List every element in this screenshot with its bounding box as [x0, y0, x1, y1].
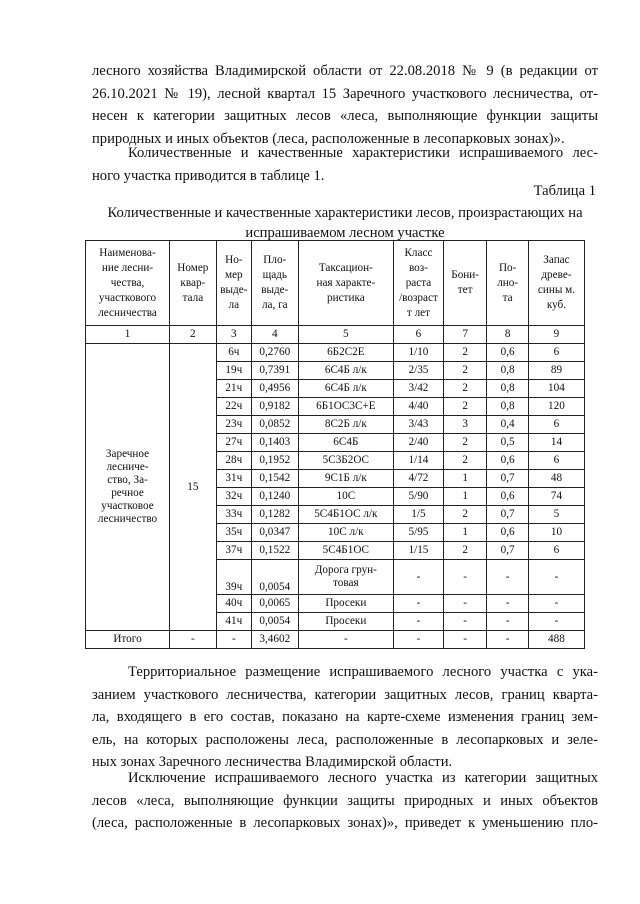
age-class-cell: 2/35	[394, 362, 444, 380]
bonitet-cell: 2	[443, 398, 487, 416]
taxation-cell: 5С3Б2ОС	[298, 452, 393, 470]
area-cell: 0,1403	[251, 434, 298, 452]
taxation-cell: Просеки	[298, 595, 393, 613]
area-cell: 0,0065	[251, 595, 298, 613]
text-line: Исключение испрашиваемого лесного участка из категории защитных	[128, 770, 598, 786]
header-taxation: Таксацион- ная характе- ристика	[298, 241, 393, 326]
taxation-cell: 6Б2С2Е	[298, 344, 393, 362]
header-age-class: Класс воз- раста /возраст т лет	[394, 241, 444, 326]
bonitet-cell: 2	[443, 362, 487, 380]
table-row	[86, 344, 585, 362]
age-class-cell: 1/5	[394, 506, 444, 524]
taxation-cell: 6Б1ОС3С+Е	[298, 398, 393, 416]
density-cell: -	[487, 631, 528, 649]
header-forestry: Наименова- ние лесни- чества, участкового лесничества	[86, 241, 170, 326]
caption-line: Количественные и качественные характеристики лесов, произрастающих на	[107, 205, 583, 221]
stock-cell: -	[528, 560, 584, 595]
stock-cell: 6	[528, 452, 584, 470]
area-cell: 0,0852	[251, 416, 298, 434]
header-area: Пло- щадь выде- ла, га	[251, 241, 298, 326]
table-caption	[80, 203, 610, 243]
area-cell: 0,1522	[251, 542, 298, 560]
text-line: ель, на которых расположены леса, расположенные в лесопарковых и зеле-	[92, 731, 598, 748]
table-reference-paragraph	[92, 142, 598, 187]
density-cell: 0,7	[487, 506, 528, 524]
density-cell: 0,7	[487, 470, 528, 488]
vydel-cell: -	[216, 631, 251, 649]
density-cell: 0,5	[487, 434, 528, 452]
header-row	[86, 241, 585, 326]
header-quarter: Номер квар- тала	[170, 241, 217, 326]
intro-paragraph	[92, 60, 598, 150]
text-line: 26.10.2021 № 19), лесной квартал 15 Заречного участкового лесничества, от-	[92, 85, 598, 102]
density-cell: 0,6	[487, 488, 528, 506]
age-class-cell: 1/15	[394, 542, 444, 560]
stock-cell: 48	[528, 470, 584, 488]
age-class-cell: -	[394, 560, 444, 595]
vydel-cell: 32ч	[216, 488, 251, 506]
column-number: 5	[298, 326, 393, 344]
area-cell: 0,4956	[251, 380, 298, 398]
vydel-cell: 33ч	[216, 506, 251, 524]
area-cell: 0,1282	[251, 506, 298, 524]
area-cell: 0,1952	[251, 452, 298, 470]
text-line: Количественные и качественные характеристики испрашиваемого лес-	[128, 145, 598, 161]
vydel-cell: 21ч	[216, 380, 251, 398]
area-cell: 0,0054	[251, 613, 298, 631]
total-area-cell: 3,4602	[251, 631, 298, 649]
area-cell: 0,0347	[251, 524, 298, 542]
area-cell: 0,7391	[251, 362, 298, 380]
density-cell: -	[487, 595, 528, 613]
column-number: 6	[394, 326, 444, 344]
column-number: 7	[443, 326, 487, 344]
density-cell: -	[487, 613, 528, 631]
bonitet-cell: 3	[443, 416, 487, 434]
placement-paragraph	[92, 661, 598, 774]
area-cell: 0,0054	[251, 560, 298, 595]
text-line: ного участка приводится в таблице 1.	[92, 167, 325, 184]
stock-cell: 6	[528, 416, 584, 434]
vydel-cell: 27ч	[216, 434, 251, 452]
stock-cell: 6	[528, 542, 584, 560]
density-cell: 0,8	[487, 398, 528, 416]
bonitet-cell: 2	[443, 542, 487, 560]
density-cell: 0,8	[487, 380, 528, 398]
header-density: По- лно- та	[487, 241, 528, 326]
density-cell: 0,8	[487, 362, 528, 380]
age-class-cell: 2/40	[394, 434, 444, 452]
taxation-cell: 6С4Б л/к	[298, 362, 393, 380]
bonitet-cell: -	[443, 595, 487, 613]
text-line: занием участкового лесничества, категории защитных лесов, границ кварта-	[92, 686, 598, 703]
forestry-name-cell: Заречное лесниче- ство, За- речное участковое лесничество	[86, 344, 170, 631]
stock-cell: -	[528, 613, 584, 631]
age-class-cell: 1/10	[394, 344, 444, 362]
column-number-row	[86, 326, 585, 344]
stock-cell: 6	[528, 344, 584, 362]
text-line: ных зонах Заречного лесничества Владимирской области.	[92, 754, 453, 770]
age-class-cell: 4/40	[394, 398, 444, 416]
taxation-cell: 5С4Б1ОС л/к	[298, 506, 393, 524]
column-number: 8	[487, 326, 528, 344]
bonitet-cell: -	[443, 560, 487, 595]
column-number: 4	[251, 326, 298, 344]
age-class-cell: 5/90	[394, 488, 444, 506]
bonitet-cell: 2	[443, 452, 487, 470]
vydel-cell: 31ч	[216, 470, 251, 488]
bonitet-cell: 2	[443, 434, 487, 452]
quarter-cell: -	[170, 631, 217, 649]
age-class-cell: 5/95	[394, 524, 444, 542]
age-class-cell: 3/43	[394, 416, 444, 434]
density-cell: 0,6	[487, 452, 528, 470]
bonitet-cell: 2	[443, 506, 487, 524]
taxation-cell: 9С1Б л/к	[298, 470, 393, 488]
vydel-cell: 28ч	[216, 452, 251, 470]
bonitet-cell: 1	[443, 470, 487, 488]
vydel-cell: 22ч	[216, 398, 251, 416]
area-cell: 0,9182	[251, 398, 298, 416]
bonitet-cell: -	[443, 613, 487, 631]
forest-characteristics-table	[85, 240, 585, 649]
age-class-cell: 1/14	[394, 452, 444, 470]
taxation-cell: 8С2Б л/к	[298, 416, 393, 434]
vydel-cell: 6ч	[216, 344, 251, 362]
taxation-cell: 5С4Б1ОС	[298, 542, 393, 560]
taxation-cell: -	[298, 631, 393, 649]
stock-cell: 74	[528, 488, 584, 506]
vydel-cell: 37ч	[216, 542, 251, 560]
header-stock: Запас древе- сины м. куб.	[528, 241, 584, 326]
age-class-cell: -	[394, 613, 444, 631]
bonitet-cell: 1	[443, 524, 487, 542]
bonitet-cell: 2	[443, 380, 487, 398]
stock-cell: 5	[528, 506, 584, 524]
text-line: ла, входящего в его состав, показано на карте-схеме изменения границ зем-	[92, 709, 598, 725]
taxation-cell: 6С4Б	[298, 434, 393, 452]
area-cell: 0,1542	[251, 470, 298, 488]
vydel-cell: 41ч	[216, 613, 251, 631]
density-cell: -	[487, 560, 528, 595]
taxation-cell: Дорога грун- товая	[298, 560, 393, 595]
taxation-cell: 6С4Б л/к	[298, 380, 393, 398]
exclusion-paragraph	[92, 767, 598, 835]
taxation-cell: 10С л/к	[298, 524, 393, 542]
column-number: 2	[170, 326, 217, 344]
quarter-number-cell: 15	[170, 344, 217, 631]
density-cell: 0,4	[487, 416, 528, 434]
age-class-cell: 3/42	[394, 380, 444, 398]
taxation-cell: Просеки	[298, 613, 393, 631]
column-number: 1	[86, 326, 170, 344]
density-cell: 0,6	[487, 344, 528, 362]
age-class-cell: -	[394, 595, 444, 613]
vydel-cell: 39ч	[216, 560, 251, 595]
text-line: Территориальное размещение испрашиваемого лесного участка с ука-	[128, 664, 598, 680]
bonitet-cell: 2	[443, 344, 487, 362]
text-line: природных и иных объектов (леса, расположенные в лесопарковых зонах)».	[92, 130, 565, 147]
column-number: 9	[528, 326, 584, 344]
density-cell: 0,7	[487, 542, 528, 560]
taxation-cell: 10С	[298, 488, 393, 506]
bonitet-cell: -	[443, 631, 487, 649]
density-cell: 0,6	[487, 524, 528, 542]
stock-cell: -	[528, 595, 584, 613]
stock-cell: 104	[528, 380, 584, 398]
stock-cell: 14	[528, 434, 584, 452]
vydel-cell: 35ч	[216, 524, 251, 542]
vydel-cell: 19ч	[216, 362, 251, 380]
text-line: (леса, расположенные в лесопарковых зонах)», приведет к уменьшению пло-	[92, 815, 598, 831]
total-row	[86, 631, 585, 649]
column-number: 3	[216, 326, 251, 344]
area-cell: 0,1240	[251, 488, 298, 506]
area-cell: 0,2760	[251, 344, 298, 362]
total-label: Итого	[86, 631, 170, 649]
text-line: лесов «леса, выполняющие функции защиты природных и иных объектов	[92, 792, 598, 809]
stock-cell: 10	[528, 524, 584, 542]
text-line: лесного хозяйства Владимирской области от 22.08.2018 № 9 (в редакции от	[92, 63, 598, 79]
total-stock-cell: 488	[528, 631, 584, 649]
caption-line: испрашиваемом лесном участке	[245, 225, 445, 241]
vydel-cell: 40ч	[216, 595, 251, 613]
stock-cell: 120	[528, 398, 584, 416]
age-class-cell: -	[394, 631, 444, 649]
vydel-cell: 23ч	[216, 416, 251, 434]
stock-cell: 89	[528, 362, 584, 380]
header-vydel: Но- мер выде- ла	[216, 241, 251, 326]
text-line: несен к категории защитных лесов «леса, выполняющие функции защиты	[92, 108, 598, 124]
header-bonitet: Бони- тет	[443, 241, 487, 326]
bonitet-cell: 1	[443, 488, 487, 506]
table-number-label: Таблица 1	[533, 183, 596, 199]
age-class-cell: 4/72	[394, 470, 444, 488]
